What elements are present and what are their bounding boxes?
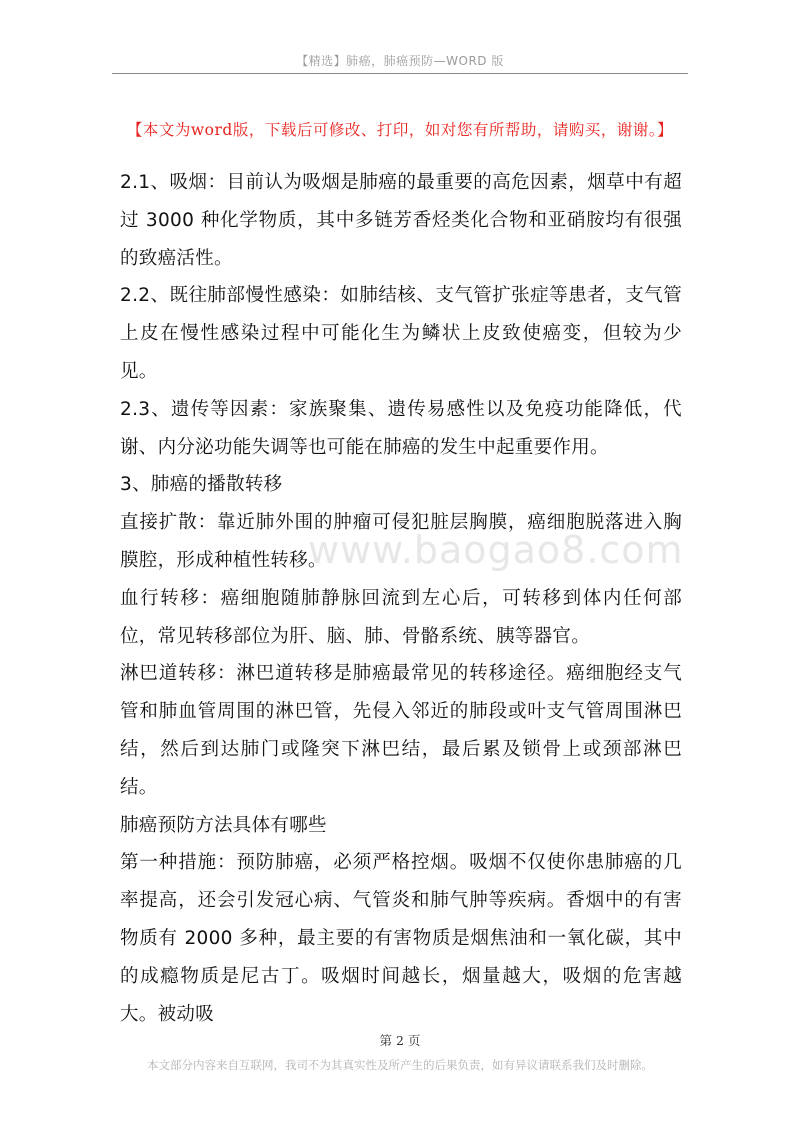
document-body bbox=[120, 164, 682, 1033]
header-divider bbox=[112, 73, 688, 74]
section-heading-metastasis: 3、肺癌的播散转移 bbox=[120, 474, 283, 496]
paragraph-chronic-infection: 2.2、既往肺部慢性感染：如肺结核、支气管扩张症等患者，支气管上皮在慢性感染过程中可能化生为鳞状上皮致使癌变，但较为少见。 bbox=[120, 285, 682, 382]
paragraph-blood-metastasis: 血行转移：癌细胞随肺静脉回流到左心后，可转移到体内任何部位，常见转移部位为肝、脑、肺、骨骼系统、胰等器官。 bbox=[120, 587, 682, 647]
paragraph-smoking: 2.1、吸烟：目前认为吸烟是肺癌的最重要的高危因素，烟草中有超过 3000 种化学物质，其中多链芳香烃类化合物和亚硝胺均有很强的致癌活性。 bbox=[120, 172, 682, 269]
paragraph-prevention-smoking: 第一种措施：预防肺癌，必须严格控烟。吸烟不仅使你患肺癌的几率提高，还会引发冠心病、气管炎和肺气肿等疾病。香烟中的有害物质有 2000 多种，最主要的有害物质是烟焦油和一氧化碳，其中的成瘾物质是尼古丁。吸烟时间越长，烟量越大，吸烟的危害越大。被动吸 bbox=[120, 852, 682, 1025]
section-heading-prevention: 肺癌预防方法具体有哪些 bbox=[120, 814, 327, 836]
paragraph-lymphatic-metastasis: 淋巴道转移：淋巴道转移是肺癌最常见的转移途径。癌细胞经支气管和肺血管周围的淋巴管，先侵入邻近的肺段或叶支气管周围淋巴结，然后到达肺门或隆突下淋巴结，最后累及锁骨上或颈部淋巴结。 bbox=[120, 663, 682, 798]
paragraph-genetic-factors: 2.3、遗传等因素：家族聚集、遗传易感性以及免疫功能降低，代谢、内分泌功能失调等也可能在肺癌的发生中起重要作用。 bbox=[120, 398, 682, 458]
page-header-title: 【精选】肺癌，肺癌预防—WORD 版 bbox=[296, 54, 504, 68]
paragraph-direct-spread: 直接扩散：靠近肺外围的肿瘤可侵犯脏层胸膜，癌细胞脱落进入胸膜腔，形成种植性转移。 bbox=[120, 512, 682, 571]
watermark: www.baogao8.com bbox=[308, 528, 684, 572]
footer-disclaimer: 本文部分内容来自互联网，我司不为其真实性及所产生的后果负责，如有异议请联系我们及时删除。 bbox=[147, 1058, 653, 1072]
download-notice: 【本文为word版，下载后可修改、打印，如对您有所帮助，请购买，谢谢。】 bbox=[126, 121, 674, 139]
page-number: 第 2 页 bbox=[379, 1033, 421, 1048]
